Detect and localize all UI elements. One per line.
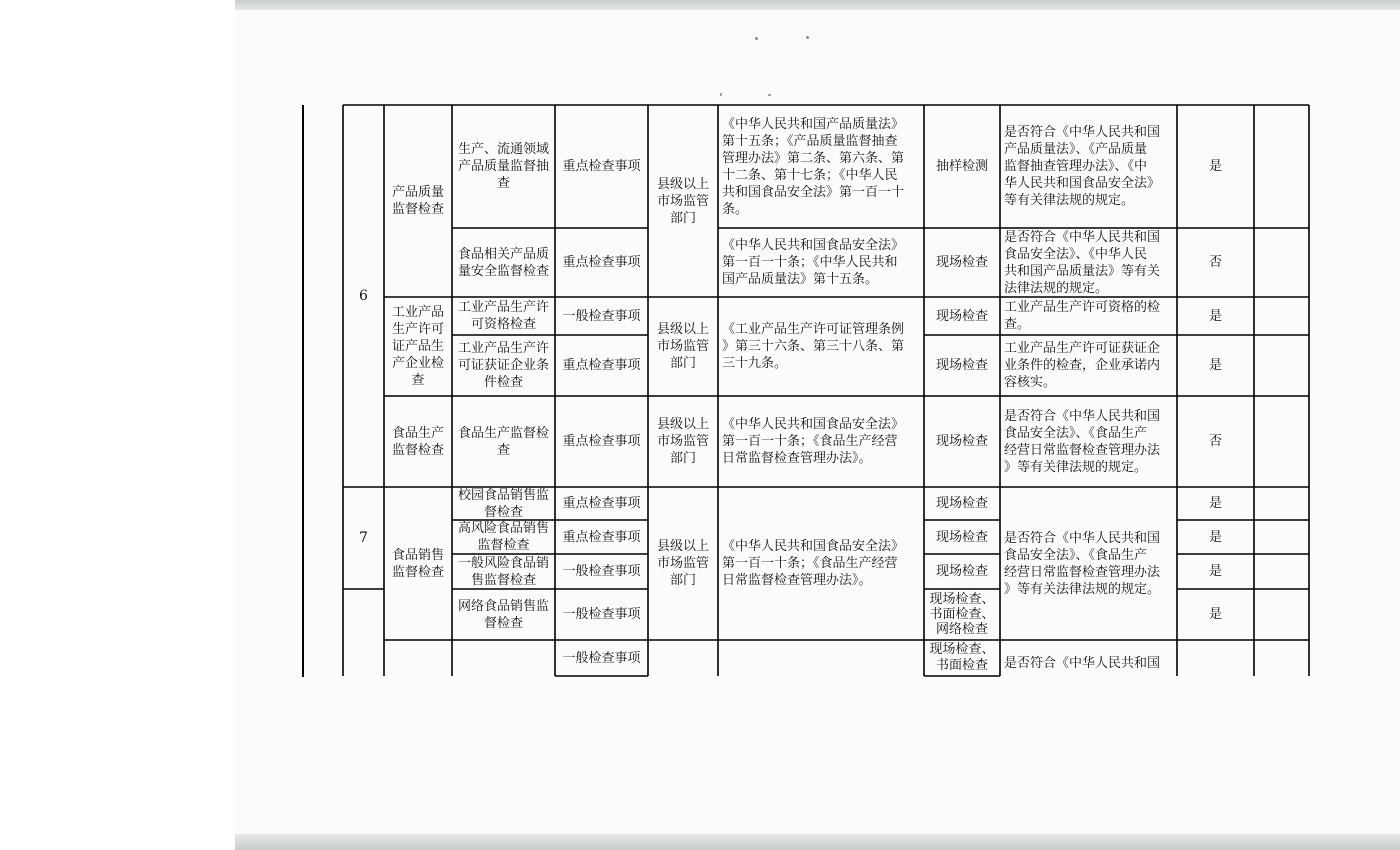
- item-high-risk-food: 高风险食品销售 监督检查: [457, 521, 549, 553]
- inspection-method: 现场检查: [935, 564, 988, 579]
- row-number-7: 7: [359, 529, 368, 546]
- inspection-method: 现场检查、 书面检查、 网络检查: [929, 592, 995, 637]
- item-spot-check: 生产、流通领域 产品质量监督抽 查: [457, 142, 549, 191]
- type-general: 一般检查事项: [562, 650, 641, 666]
- inspection-content: 是否符合《中华人民共和国 食品安全法》、《食品生产 经营日常监督检查管理办法 》等有关律法规的规定。: [1004, 408, 1161, 475]
- item-food-production: 食品生产监督检 查: [457, 425, 549, 458]
- random-check-flag: 是: [1208, 496, 1222, 511]
- random-check-flag: 是: [1208, 159, 1222, 174]
- category-food-sales: 食品销售 监督检查: [391, 547, 444, 580]
- random-check-flag: 是: [1208, 358, 1222, 373]
- inspection-content: 工业产品生产许可资格的检 查。: [1004, 300, 1161, 332]
- inspection-content: 工业产品生产许可证获证企 业条件的检查，企业承诺内 容核实。: [1004, 341, 1161, 390]
- type-key: 重点检查事项: [562, 434, 641, 449]
- legal-basis: 《中华人民共和国食品安全法》 第一百一十条；《中华人民共和 国产品质量法》第十五条。: [722, 238, 905, 287]
- legal-basis: 《工业产品生产许可证管理条例 》第三十六条、第三十八条、第 三十九条。: [722, 322, 905, 371]
- random-check-flag: 是: [1208, 308, 1222, 324]
- type-general: 一般检查事项: [562, 607, 641, 622]
- category-food-production: 食品生产 监督检查: [391, 425, 444, 458]
- item-food-related: 食品相关产品质 量安全监督检查: [457, 246, 549, 279]
- type-key: 重点检查事项: [562, 159, 641, 174]
- legal-basis: 《中华人民共和国产品质量法》 第十五条；《产品质量监督抽查 管理办法》第二条、第六条、第 十二条、第十七条；《中华人民 共和国食品安全法》第一百一十 条。: [722, 116, 905, 217]
- department: 县级以上 市场监管 部门: [656, 322, 709, 371]
- department: 县级以上 市场监管 部门: [656, 539, 709, 588]
- item-school-food: 校园食品销售监 督检查: [457, 487, 549, 520]
- inspection-method: 现场检查: [935, 496, 988, 511]
- random-check-flag: 是: [1208, 529, 1222, 545]
- type-key: 重点检查事项: [562, 529, 641, 545]
- inspection-content: 是否符合《中华人民共和国 食品安全法》、《食品生产 经营日常监督检查管理办法 》等有关法律法规的规定。: [1004, 530, 1161, 597]
- type-general: 一般检查事项: [562, 308, 641, 324]
- inspection-method: 现场检查: [935, 529, 988, 545]
- inspection-content: 是否符合《中华人民共和国: [1004, 656, 1161, 671]
- inspection-content: 是否符合《中华人民共和国 产品质量法》、《产品质量 监督抽查管理办法》、《中 华人民共和国食品安全法》 等有关律法规的规定。: [1004, 125, 1161, 208]
- inspection-method: 现场检查、 书面检查: [929, 642, 995, 673]
- random-check-flag: 是: [1208, 564, 1222, 579]
- inspection-content: 是否符合《中华人民共和国 食品安全法》、《中华人民 共和国产品质量法》等有关 法律法规的规定。: [1004, 229, 1161, 296]
- legal-basis: 《中华人民共和国食品安全法》 第一百一十条；《食品生产经营 日常监督检查管理办法》。: [722, 539, 905, 588]
- random-check-flag: 否: [1208, 255, 1222, 270]
- department: 县级以上 市场监管 部门: [656, 417, 709, 466]
- inspection-method: 现场检查: [935, 255, 988, 270]
- row-number-6: 6: [359, 287, 368, 304]
- item-online-food: 网络食品销售监 督检查: [457, 598, 549, 631]
- type-key: 重点检查事项: [562, 358, 641, 373]
- category-quality-inspection: 产品质量 监督检查: [391, 185, 444, 217]
- department: 县级以上 市场监管 部门: [656, 176, 709, 226]
- item-license-conditions: 工业产品生产许 可证获证企业条 件检查: [457, 341, 549, 390]
- random-check-flag: 是: [1208, 607, 1222, 622]
- random-check-flag: 否: [1208, 434, 1222, 449]
- legal-basis: 《中华人民共和国食品安全法》 第一百一十条；《食品生产经营 日常监督检查管理办法》。: [722, 417, 905, 466]
- type-key: 重点检查事项: [562, 496, 641, 511]
- type-general: 一般检查事项: [562, 564, 641, 579]
- type-key: 重点检查事项: [562, 255, 641, 270]
- category-license-inspection: 工业产品 生产许可 证产品生 产企业检 查: [391, 305, 444, 388]
- item-general-risk-food: 一般风险食品销 售监督检查: [457, 555, 549, 588]
- item-license-qualification: 工业产品生产许 可资格检查: [457, 300, 549, 332]
- inspection-method: 抽样检测: [935, 159, 988, 174]
- inspection-method: 现场检查: [935, 358, 988, 373]
- inspection-method: 现场检查: [935, 434, 988, 449]
- inspection-method: 现场检查: [935, 308, 988, 324]
